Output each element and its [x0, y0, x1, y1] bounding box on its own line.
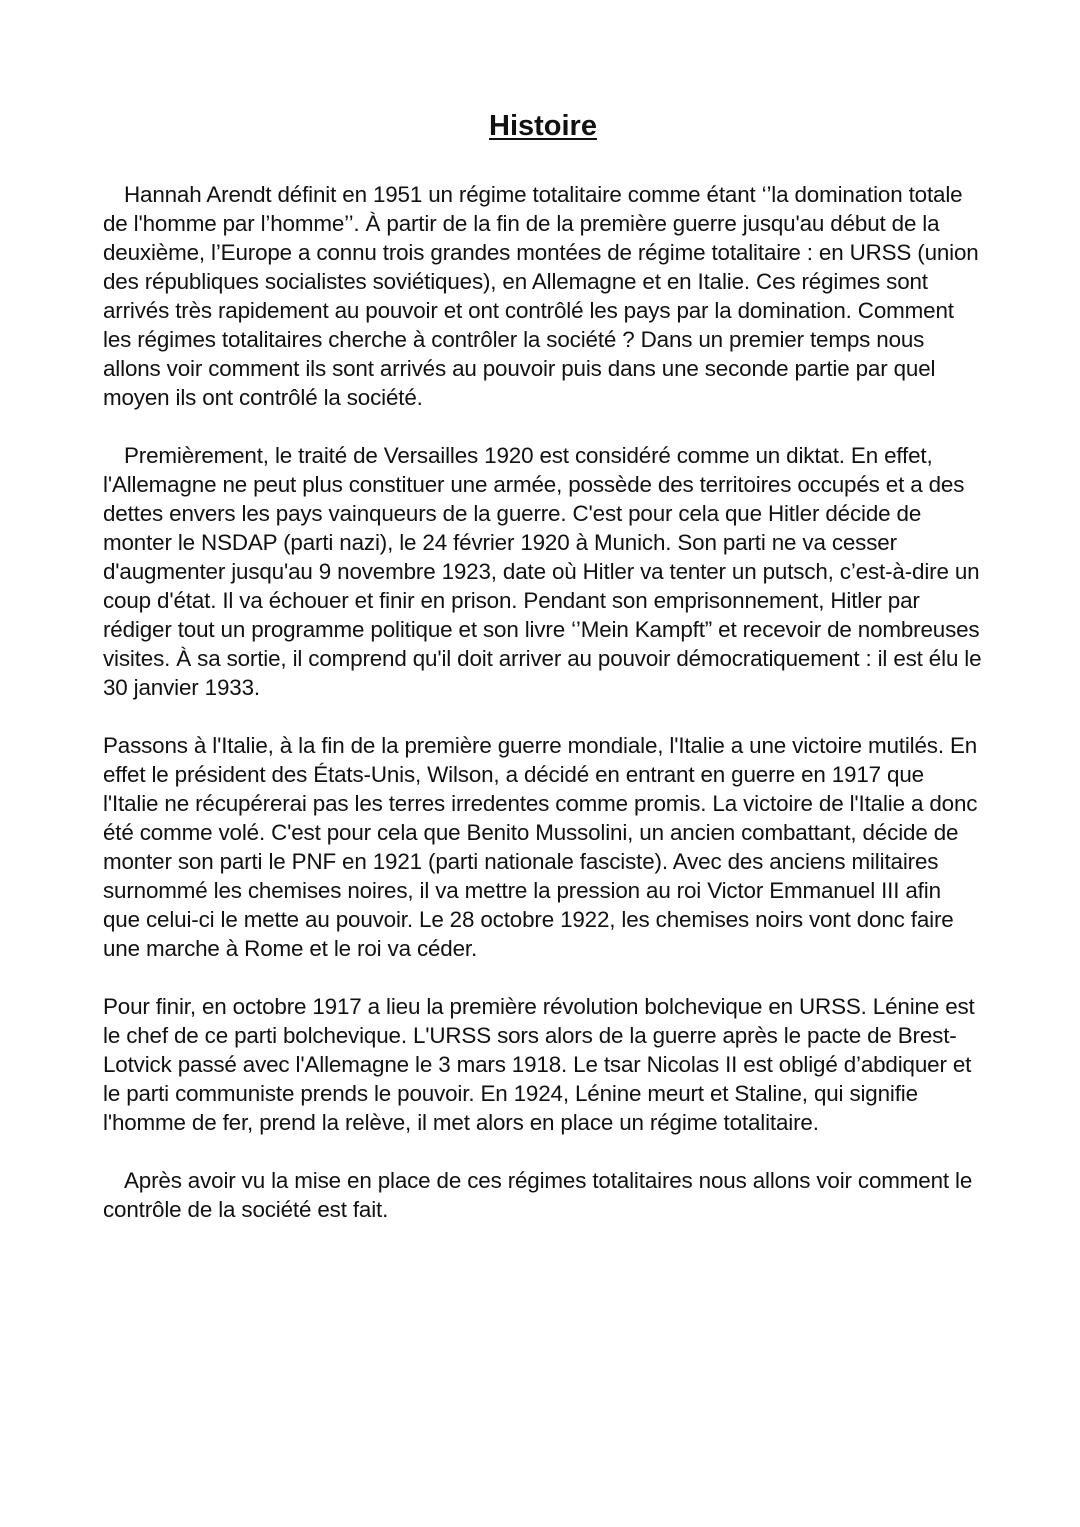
paragraph-germany: Premièrement, le traité de Versailles 1920 est considéré comme un diktat. En effet, l'Allemagne ne peut plus constituer une armée, possède des territoires occupés et a des dettes envers les pays vainqueurs de la guerre. C'est pour cela que Hitler décide de monter le NSDAP (parti nazi), le 24 février 1920 à Munich. Son parti ne va cesser d'augmenter jusqu'au 9 novembre 1923, date où Hitler va tenter un putsch, c’est-à-dire un coup d'état. Il va échouer et finir en prison. Pendant son emprisonnement, Hitler par rédiger tout un programme politique et son livre ‘’Mein Kampft” et recevoir de nombreuses visites. À sa sortie, il comprend qu'il doit arriver au pouvoir démocratiquement : il est élu le 30 janvier 1933. — [103, 443, 982, 700]
paragraph-introduction: Hannah Arendt définit en 1951 un régime totalitaire comme étant ‘’la domination totale de l'homme par l’homme’’. À partir de la fin de la première guerre jusqu'au début de la deuxième, l’Europe a connu trois grandes montées de régime totalitaire : en URSS (union des républiques socialistes soviétiques), en Allemagne et en Italie. Ces régimes sont arrivés très rapidement au pouvoir et ont contrôlé les pays par la domination. Comment les régimes totalitaires cherche à contrôler la société ? Dans un premier temps nous allons voir comment ils sont arrivés au pouvoir puis dans une seconde partie par quel moyen ils ont contrôlé la société. — [103, 182, 979, 410]
page-title: Histoire — [489, 110, 597, 142]
paragraph-italy: Passons à l'Italie, à la fin de la première guerre mondiale, l'Italie a une victoire mutilés. En effet le président des États-Unis, Wilson, a décidé en entrant en guerre en 1917 que l'Italie ne récupérerai pas les terres irredentes comme promis. La victoire de l'Italie a donc été comme volé. C'est pour cela que Benito Mussolini, un ancien combattant, décide de monter son parti le PNF en 1921 (parti nationale fasciste). Avec des anciens militaires surnommé les chemises noires, il va mettre la pression au roi Victor Emmanuel III afin que celui-ci le mette au pouvoir. Le 28 octobre 1922, les chemises noirs vont donc faire une marche à Rome et le roi va céder. — [103, 733, 978, 961]
paragraph-transition: Après avoir vu la mise en place de ces régimes totalitaires nous allons voir comment le contrôle de la société est fait. — [103, 1168, 973, 1222]
document-page — [103, 106, 983, 1224]
paragraph-ussr: Pour finir, en octobre 1917 a lieu la première révolution bolchevique en URSS. Lénine est le chef de ce parti bolchevique. L'URSS sors alors de la guerre après le pacte de Brest-Lotvick passé avec l'Allemagne le 3 mars 1918. Le tsar Nicolas II est obligé d’abdiquer et le parti communiste prends le pouvoir. En 1924, Lénine meurt et Staline, qui signifie l'homme de fer, prend la relève, il met alors en place un régime totalitaire. — [103, 994, 975, 1135]
